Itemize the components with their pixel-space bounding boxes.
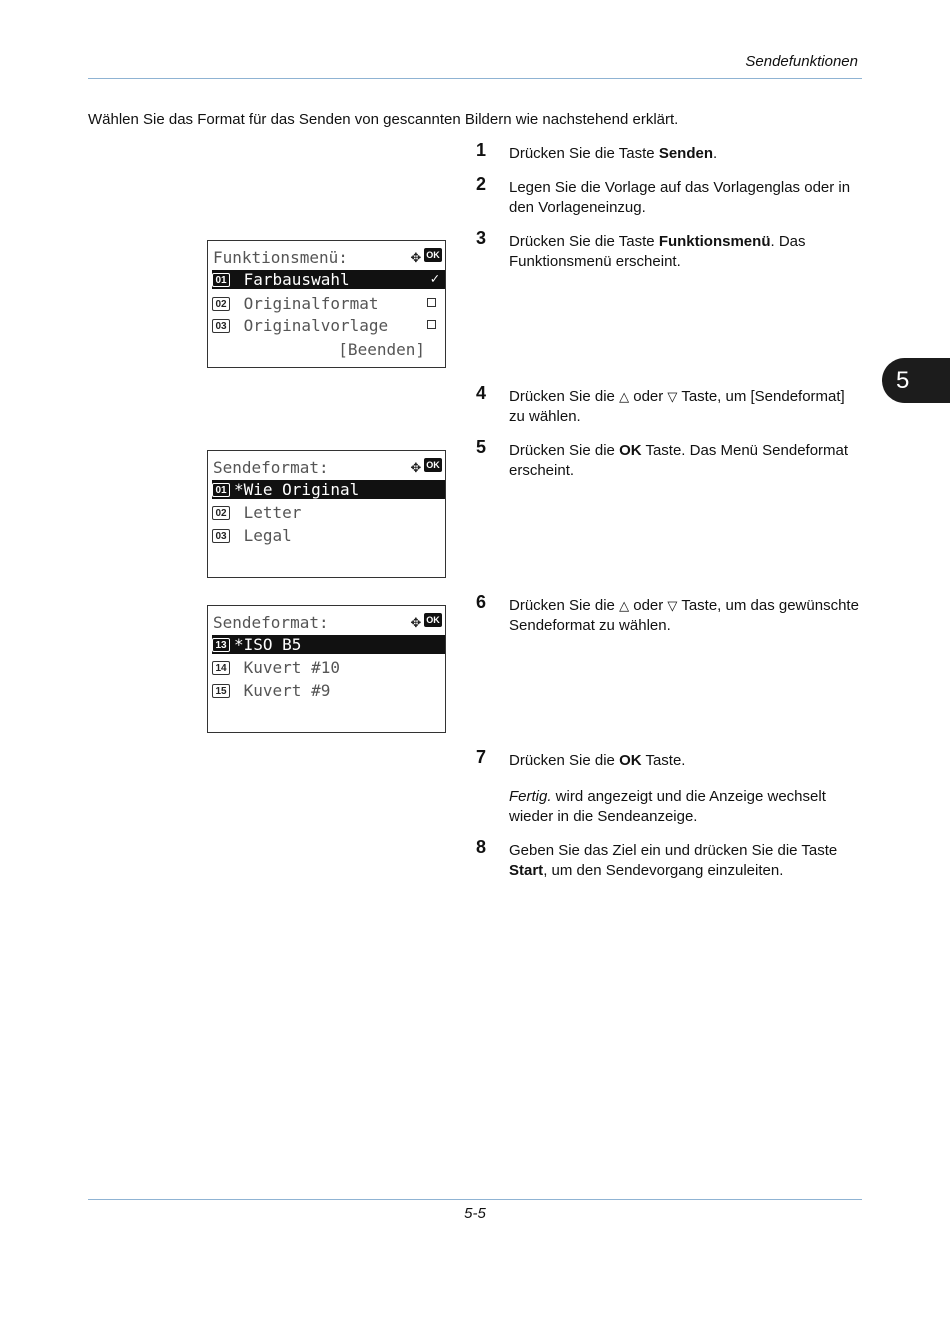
- lcd-menu-item-kuvert-9[interactable]: [212, 681, 445, 700]
- lcd-function-menu: [207, 240, 446, 368]
- footer-rule: [88, 1199, 862, 1200]
- step-key-label: OK: [619, 442, 642, 459]
- step-key-label: Funktionsmenü: [658, 233, 771, 250]
- step-6: [476, 592, 862, 635]
- note-text: wird angezeigt und die Anzeige wechselt wieder in die Sendeanzeige.: [509, 788, 826, 825]
- lcd-item-label: Letter: [234, 503, 302, 522]
- lcd-menu-item-color[interactable]: [212, 270, 445, 289]
- navigation-icon: ✥: [410, 612, 421, 632]
- step-key-label: Start: [509, 861, 544, 879]
- step-number: 6: [476, 592, 487, 612]
- lcd-menu-item-legal[interactable]: [212, 526, 445, 545]
- step-text: Taste. Das Menü Sendeformat erscheint.: [509, 442, 849, 479]
- lcd-menu-item-kuvert-10[interactable]: [212, 658, 445, 677]
- step-number: 4: [476, 383, 487, 403]
- ok-key-icon: OK: [424, 458, 442, 472]
- step-text: Geben Sie das Ziel ein und drücken Sie die Taste: [509, 842, 838, 859]
- step-2: [476, 174, 862, 217]
- step-3: [476, 228, 862, 271]
- step-7-note: [509, 787, 862, 826]
- step-text: oder: [629, 597, 668, 614]
- lcd-item-label: *Wie Original: [234, 480, 360, 499]
- navigation-icon: ✥: [410, 247, 421, 267]
- step-text: Drücken Sie die Taste: [509, 233, 659, 250]
- down-arrow-icon: ▽: [667, 598, 678, 613]
- lcd-item-label: Originalformat: [234, 294, 379, 313]
- item-number-badge: 02: [212, 506, 230, 520]
- page-header-title: Sendefunktionen: [745, 53, 858, 70]
- lcd-item-label: Kuvert #10: [234, 658, 340, 677]
- ok-key-icon: OK: [424, 613, 442, 627]
- step-4: [476, 383, 862, 426]
- lcd-item-label: *ISO B5: [234, 635, 302, 654]
- item-number-badge: 03: [212, 319, 230, 333]
- checkbox-icon: [427, 298, 436, 307]
- status-message: Fertig.: [509, 788, 552, 805]
- lcd-title: Funktionsmenü:: [213, 248, 348, 267]
- step-5: [476, 437, 862, 480]
- lcd-menu-item-original-size[interactable]: [212, 294, 445, 313]
- lcd-title: Sendeformat:: [213, 613, 329, 632]
- up-arrow-icon: △: [619, 389, 630, 404]
- item-number-badge: 02: [212, 297, 230, 311]
- ok-key-icon: OK: [424, 248, 442, 262]
- item-number-badge: 01: [212, 483, 230, 497]
- lcd-exit-label[interactable]: [Beenden]: [338, 340, 425, 359]
- item-number-badge: 03: [212, 529, 230, 543]
- lcd-menu-item-letter[interactable]: [212, 503, 445, 522]
- step-key-label: OK: [619, 752, 642, 769]
- step-text: Taste, um das gewünschte Sendeformat zu wählen.: [509, 597, 859, 634]
- lcd-title: Sendeformat:: [213, 458, 329, 477]
- up-arrow-icon: △: [619, 598, 630, 613]
- lcd-item-label: Kuvert #9: [234, 681, 331, 700]
- step-number: 3: [476, 228, 487, 248]
- lcd-item-label: Farbauswahl: [234, 270, 350, 289]
- lcd-item-label: Legal: [234, 526, 292, 545]
- checkbox-icon: [427, 320, 436, 329]
- step-text: Legen Sie die Vorlage auf das Vorlagenglas oder in den Vorlageneinzug.: [509, 179, 851, 216]
- lcd-send-format-1: [207, 450, 446, 578]
- step-number: 7: [476, 747, 487, 767]
- step-number: 5: [476, 437, 487, 457]
- step-text: Drücken Sie die: [509, 597, 620, 614]
- lcd-send-format-2: [207, 605, 446, 733]
- step-text: , um den Sendevorgang einzuleiten.: [543, 861, 784, 879]
- step-text: . Das Funktionsmenü erscheint.: [509, 233, 806, 270]
- intro-paragraph: Wählen Sie das Format für das Senden von gescannten Bildern wie nachstehend erklärt.: [88, 111, 679, 128]
- step-text: Drücken Sie die: [509, 442, 620, 459]
- chapter-tab: 5: [882, 358, 950, 403]
- checkmark-icon: ✓: [430, 271, 439, 287]
- step-text: Drücken Sie die: [509, 752, 620, 769]
- item-number-badge: 15: [212, 684, 230, 698]
- step-number: 8: [476, 837, 487, 857]
- lcd-menu-item-as-original[interactable]: [212, 480, 445, 499]
- step-text: oder: [629, 388, 668, 405]
- step-text: Drücken Sie die Taste: [509, 145, 659, 162]
- item-number-badge: 13: [212, 638, 230, 652]
- lcd-menu-item-iso-b5[interactable]: [212, 635, 445, 654]
- down-arrow-icon: ▽: [667, 389, 678, 404]
- step-text: Taste.: [641, 752, 686, 769]
- step-text: Drücken Sie die: [509, 388, 620, 405]
- item-number-badge: 14: [212, 661, 230, 675]
- step-8: [476, 837, 862, 880]
- page-number: 5-5: [464, 1205, 486, 1222]
- step-text: .: [713, 145, 718, 162]
- step-text: Taste, um [Sendeformat] zu wählen.: [509, 388, 845, 425]
- navigation-icon: ✥: [410, 457, 421, 477]
- step-number: 2: [476, 174, 487, 194]
- step-number: 1: [476, 140, 487, 160]
- lcd-item-label: Originalvorlage: [234, 316, 389, 335]
- header-rule: [88, 78, 862, 79]
- lcd-menu-item-original-template[interactable]: [212, 316, 445, 335]
- step-1: [476, 140, 862, 164]
- step-key-label: Senden: [658, 145, 713, 162]
- step-7: [476, 747, 862, 771]
- item-number-badge: 01: [212, 273, 230, 287]
